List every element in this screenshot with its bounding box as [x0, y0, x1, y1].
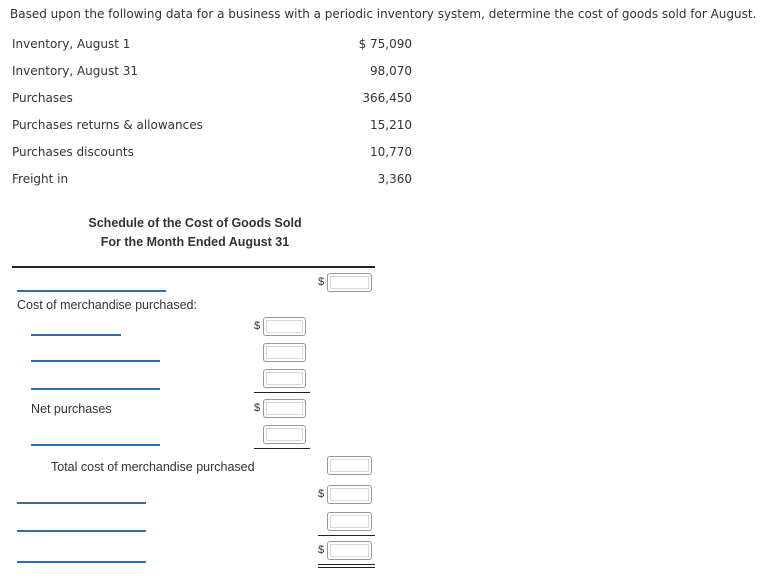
- account-select-8[interactable]: [17, 561, 146, 563]
- account-select-6[interactable]: [17, 502, 146, 504]
- data-label: Purchases returns & allowances: [12, 118, 203, 132]
- schedule-title: Schedule of the Cost of Goods Sold: [88, 216, 302, 230]
- double-rule-bottom: [318, 567, 375, 568]
- account-select-2[interactable]: [31, 334, 121, 336]
- account-select-1[interactable]: [17, 290, 166, 292]
- subtotal-rule: [254, 448, 310, 449]
- total-cost-label: Total cost of merchandise purchased: [51, 460, 255, 474]
- subtotal-rule: [318, 535, 375, 536]
- schedule-subtitle: For the Month Ended August 31: [100, 235, 290, 249]
- account-select-3[interactable]: [31, 360, 160, 362]
- amount-input-7[interactable]: [327, 456, 372, 475]
- header-rule: [12, 266, 375, 268]
- data-value: 10,770: [370, 145, 412, 159]
- account-select-5[interactable]: [31, 444, 160, 446]
- data-label: Inventory, August 31: [12, 64, 139, 78]
- dollar-sign: $: [318, 544, 325, 556]
- cost-of-merchandise-purchased-label: Cost of merchandise purchased:: [17, 298, 197, 312]
- amount-input-10[interactable]: [327, 541, 372, 560]
- net-purchases-label: Net purchases: [31, 402, 112, 416]
- account-select-4[interactable]: [31, 388, 160, 390]
- question-prompt: Based upon the following data for a business with a periodic inventory system, determine the cost of goods sold for August.: [10, 7, 757, 21]
- data-value: $ 75,090: [358, 37, 412, 51]
- data-value: 98,070: [370, 64, 412, 78]
- subtotal-rule: [254, 392, 310, 393]
- account-select-7[interactable]: [17, 530, 146, 532]
- amount-input-5[interactable]: [263, 399, 306, 418]
- data-label: Inventory, August 1: [12, 37, 131, 51]
- amount-input-8[interactable]: [327, 485, 372, 504]
- dollar-sign: $: [318, 488, 325, 500]
- dollar-sign: $: [318, 276, 325, 288]
- double-rule-top: [318, 564, 375, 565]
- amount-input-9[interactable]: [327, 512, 372, 531]
- dollar-sign: $: [254, 402, 261, 414]
- amount-input-4[interactable]: [263, 369, 306, 388]
- data-label: Purchases discounts: [12, 145, 134, 159]
- data-label: Purchases: [12, 91, 73, 105]
- amount-input-3[interactable]: [263, 343, 306, 362]
- dollar-sign: $: [254, 320, 261, 332]
- data-value: 366,450: [362, 91, 412, 105]
- data-label: Freight in: [12, 172, 69, 186]
- amount-input-2[interactable]: [263, 317, 306, 336]
- data-value: 15,210: [370, 118, 412, 132]
- amount-input-6[interactable]: [263, 425, 306, 444]
- data-value: 3,360: [377, 172, 412, 186]
- amount-input-1[interactable]: [327, 273, 372, 292]
